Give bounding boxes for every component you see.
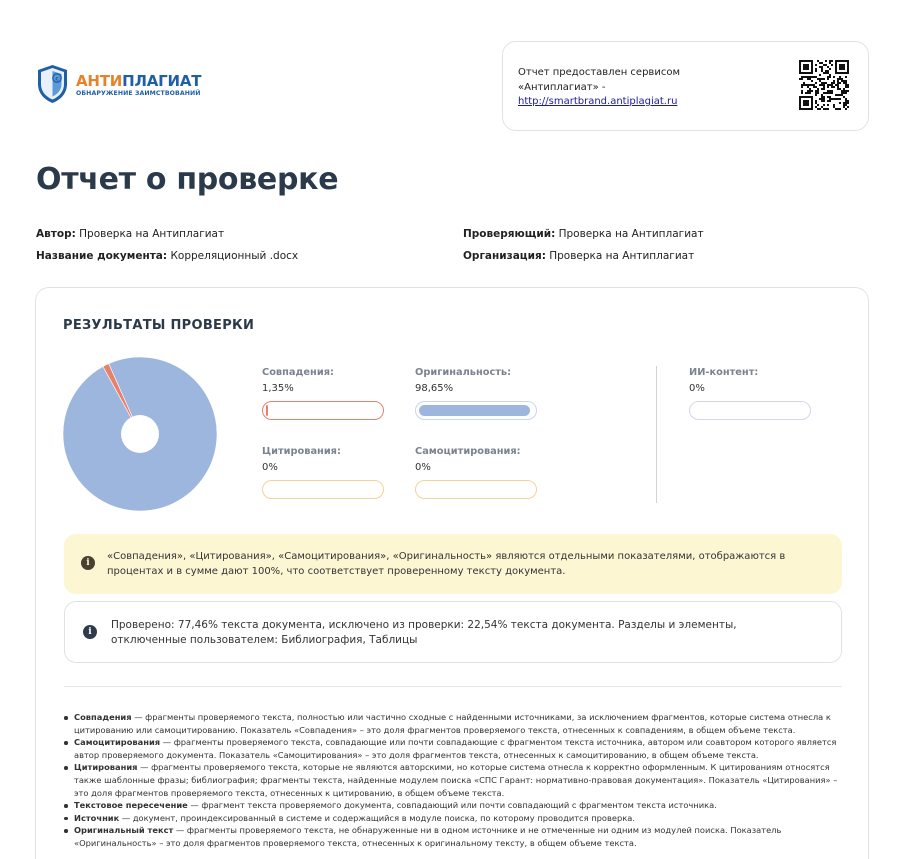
definition-term: Самоцитирования (74, 737, 161, 748)
sum-notice-text: «Совпадения», «Цитирования», «Самоцитирования», «Оригинальность» являются отдельными показателями, отображаются в процентах и в сумме дают 100%, что соответствует проверенному тексту документа. (107, 551, 786, 577)
selfcitations-label: Самоцитирования: (415, 446, 521, 457)
definition-text: — фрагменты проверяемого текста, не обнаруженные ни в одном источнике и не отмеченные ни одним из модулей поиска. Показатель «Оригинальность» – это доля фрагментов проверяемого текста, отнесенных к оригинальному тексту, в общем объеме текста. (74, 825, 782, 848)
page-title: Отчет о проверке (36, 162, 339, 197)
svg-text:c: c (55, 75, 59, 83)
metric-citations (262, 446, 384, 499)
definition-text: — фрагмент текста проверяемого документа, совпадающий или почти совпадающий с фрагментом текста источника. (187, 800, 717, 811)
docname-label: Название документа: (36, 250, 168, 262)
service-line-1: Отчет предоставлен сервисом (518, 67, 680, 78)
results-pie-chart (62, 356, 218, 512)
metric-selfcitations (415, 446, 537, 499)
sum-notice (64, 534, 842, 594)
matches-label: Совпадения: (262, 367, 334, 378)
originality-bar (415, 401, 537, 420)
docname-value: Корреляционный .docx (170, 250, 299, 262)
service-line-2: «Антиплагиат» - (518, 81, 606, 93)
service-text (518, 66, 718, 110)
citations-bar (262, 480, 384, 499)
meta-reviewer (463, 228, 704, 240)
results-heading: РЕЗУЛЬТАТЫ ПРОВЕРКИ (63, 318, 255, 333)
metrics-divider (656, 366, 657, 503)
antiplagiat-logo (36, 64, 206, 106)
selfcitations-value: 0% (415, 462, 431, 473)
definition-item (64, 736, 844, 761)
definition-item (64, 812, 844, 825)
meta-docname (36, 250, 298, 262)
definition-item (64, 824, 844, 849)
metric-originality (415, 367, 537, 420)
checked-info-text: Проверено: 77,46% текста документа, исключено из проверки: 22,54% текста документа. Разделы и элементы, отключенные пользователем: Библиография, Таблицы (111, 619, 737, 646)
originality-label: Оригинальность: (415, 367, 512, 378)
checked-info (64, 601, 842, 663)
matches-bar-fill (266, 405, 268, 416)
definition-term: Источник (74, 812, 120, 823)
reviewer-value: Проверка на Антиплагиат (558, 228, 704, 240)
citations-value: 0% (262, 462, 278, 473)
definition-item (64, 799, 844, 812)
service-link[interactable]: http://smartbrand.antiplagiat.ru (518, 96, 678, 107)
metric-matches (262, 367, 384, 420)
shield-icon (36, 64, 69, 104)
definition-item (64, 711, 844, 736)
metric-ai-content (689, 367, 811, 420)
author-label: Автор: (36, 228, 76, 240)
ai-label: ИИ-контент: (689, 367, 759, 378)
results-card (35, 287, 869, 859)
definition-term: Текстовое пересечение (74, 800, 188, 811)
definition-term: Оригинальный текст (74, 825, 174, 836)
logo-brand: АНТИПЛАГИАТ (76, 72, 202, 90)
qr-code-icon (799, 60, 849, 110)
definition-term: Совпадения (74, 712, 132, 722)
selfcitations-bar (415, 480, 537, 499)
service-info-box (502, 41, 869, 131)
definition-text: — фрагменты проверяемого текста, полностью или частично сходные с найденными источниками, за исключением фрагментов, которые система отнесла к цитированию или самоцитированию. Показатель «Совпадения» – это доля фрагментов проверяемого текста, отнесенных к совпадениям, в общем объеме текста. (74, 712, 831, 735)
section-divider (64, 686, 842, 687)
originality-value: 98,65% (415, 383, 454, 394)
org-label: Организация: (463, 250, 546, 262)
definition-text: — фрагменты проверяемого текста, совпадающие или почти совпадающие с фрагментом текста источника, автором или соавтором которого является автор проверяемого документа. Показатель «Самоцитирования» – это доля фрагментов текста, отнесенных к самоцитированию, в общем объеме текста. (74, 737, 837, 760)
citations-label: Цитирования: (262, 446, 341, 457)
ai-value: 0% (689, 383, 705, 394)
info-icon: i (81, 556, 95, 570)
definition-text: — документ, проиндексированный в системе и содержащийся в модуле поиска, по которому проводится проверка. (119, 812, 636, 823)
pie-hole (121, 415, 159, 453)
definition-term: Цитирования (74, 762, 138, 773)
reviewer-label: Проверяющий: (463, 228, 556, 240)
definitions-list (64, 711, 844, 850)
definition-text: — фрагменты проверяемого текста, которые не являются авторскими, но которые система отнесла к корректно оформленным. К цитированиям относятся также шаблонные фразы; библиография; фрагменты текста, найденные модулем поиска «СПС Гарант: нормативно-правовая документация». Показатель «Цитирования» – это доля фрагментов проверяемого текста, отнесенных к цитированию, в общем объеме текста. (74, 762, 838, 798)
author-value: Проверка на Антиплагиат (79, 228, 225, 240)
matches-value: 1,35% (262, 383, 294, 394)
meta-organization (463, 250, 694, 262)
ai-bar (689, 401, 811, 420)
info-icon: i (83, 625, 97, 639)
matches-bar (262, 401, 384, 420)
definition-item (64, 761, 844, 799)
org-value: Проверка на Антиплагиат (549, 250, 695, 262)
logo-tagline: ОБНАРУЖЕНИЕ ЗАИМСТВОВАНИЙ (76, 90, 201, 97)
originality-bar-fill (419, 405, 530, 416)
meta-author (36, 228, 224, 240)
